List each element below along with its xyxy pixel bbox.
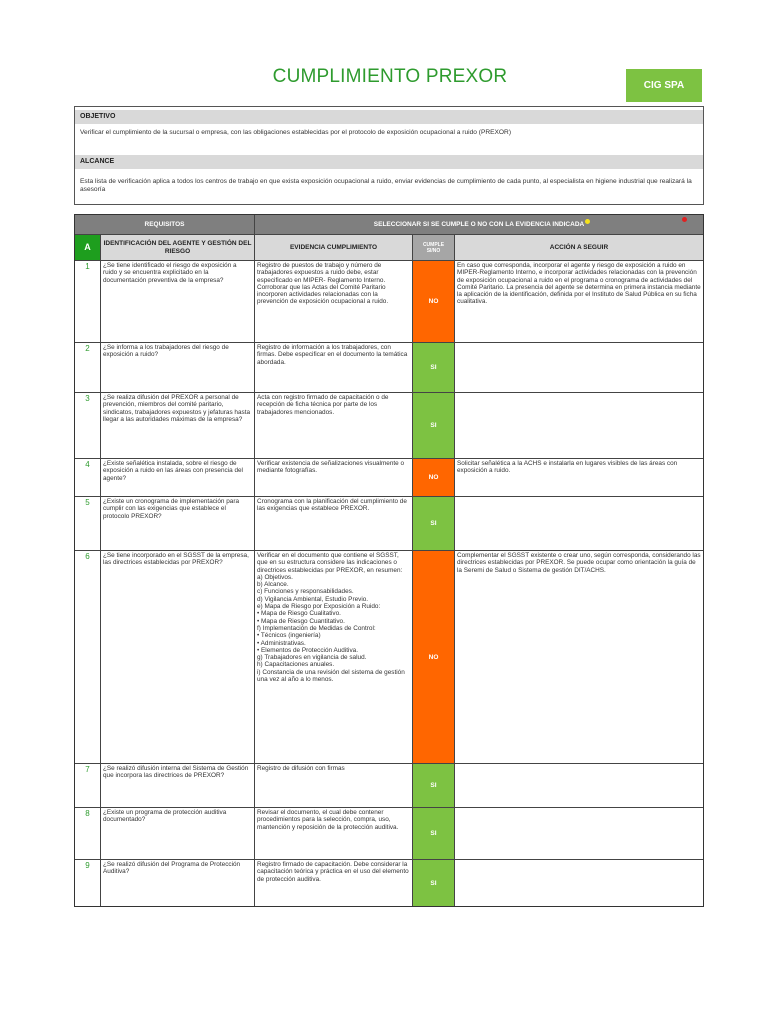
- cumple-no-cell[interactable]: NO: [413, 551, 455, 763]
- evidencia-text: Registro de información a los trabajadores, con firmas. Debe especificar en el documento la temática abordada.: [255, 343, 413, 392]
- requisito-text: ¿Existe un programa de protección auditiva documentado?: [101, 808, 255, 859]
- requisitos-header: REQUISITOS: [75, 215, 255, 235]
- cumple-si-cell[interactable]: SI: [413, 393, 455, 458]
- objetivo-label: OBJETIVO: [75, 110, 703, 124]
- evidencia-text: Revisar el documento, el cual debe contener procedimientos para la selección, compra, uso, mantención y reposición de la protección auditiva.: [255, 808, 413, 859]
- col-cumple-header: CUMPLE SI/NO: [413, 235, 455, 261]
- info-box: [74, 106, 704, 205]
- table-row: [75, 808, 703, 860]
- table-row: [75, 497, 703, 551]
- yellow-dot-icon: [585, 219, 590, 224]
- cumple-si-cell[interactable]: SI: [413, 764, 455, 807]
- row-number: 9: [75, 860, 101, 906]
- evidencia-text: Registro de puestos de trabajo y número de trabajadores expuestos a ruido debe, estar especificado en MIPER- Reglamento Interno. Corroborar que las Actas del Comité Paritario incorporen actividades relacionadas con la prevención de exposición ocupacional a ruido.: [255, 261, 413, 342]
- evidencia-text: Cronograma con la planificación del cumplimiento de las exigencias que establece PREXOR.: [255, 497, 413, 550]
- row-number: 3: [75, 393, 101, 458]
- requisito-text: ¿Existe un cronograma de implementación para cumplir con las exigencias que establece el protocolo PREXOR?: [101, 497, 255, 550]
- alcance-text: Esta lista de verificación aplica a todos los centros de trabajo en que exista exposición ocupacional a ruido, enviar evidencias de cumplimiento de cada punto, al especialista en higiene industrial que realizará la asesoría: [80, 178, 692, 194]
- requisito-text: ¿Existe señalética instalada, sobre el riesgo de exposición a ruido en las áreas con presencia del agente?: [101, 459, 255, 496]
- alcance-label: ALCANCE: [75, 155, 703, 169]
- col-evidencia-header: EVIDENCIA CUMPLIMIENTO: [255, 235, 413, 261]
- accion-text: [455, 343, 703, 392]
- row-number: 1: [75, 261, 101, 342]
- accion-text: [455, 860, 703, 906]
- table-row: [75, 459, 703, 497]
- seleccionar-header: SELECCIONAR SI SE CUMPLE O NO CON LA EVIDENCIA INDICADA: [255, 215, 703, 235]
- accion-text: [455, 764, 703, 807]
- evidencia-text: Registro firmado de capacitación. Debe considerar la capacitación teórica y práctica en el uso del elemento de protección auditiva.: [255, 860, 413, 906]
- requisito-text: ¿Se realizó difusión del Programa de Protección Auditiva?: [101, 860, 255, 906]
- accion-text: [455, 393, 703, 458]
- table-row: [75, 261, 703, 343]
- row-number: 4: [75, 459, 101, 496]
- evidencia-text: Verificar existencia de señalizaciones visualmente o mediante fotografías.: [255, 459, 413, 496]
- requisito-text: ¿Se realiza difusión del PREXOR a personal de prevención, miembros del comité paritario, sindicatos, trabajadores expuestos y jefaturas hasta llegar a las autoridades máximas de la empresa?: [101, 393, 255, 458]
- row-number: 8: [75, 808, 101, 859]
- col-identificacion-header: IDENTIFICACIÓN DEL AGENTE Y GESTIÓN DEL RIESGO: [101, 235, 255, 261]
- table-row: [75, 860, 703, 906]
- table-row: [75, 343, 703, 393]
- cumple-si-cell[interactable]: SI: [413, 497, 455, 550]
- evidencia-text: Registro de difusión con firmas: [255, 764, 413, 807]
- row-number: 6: [75, 551, 101, 763]
- objetivo-text: Verificar el cumplimiento de la sucursal o empresa, con las obligaciones establecidas por el protocolo de exposición ocupacional a ruido (PREXOR): [80, 129, 512, 136]
- cumple-si-cell[interactable]: SI: [413, 808, 455, 859]
- cumple-no-cell[interactable]: NO: [413, 459, 455, 496]
- accion-text: Solicitar señalética a la ACHS e instalarla en lugares visibles de las áreas con exposición a ruido.: [457, 460, 678, 475]
- evidencia-text: Verificar en el documento que contiene el SGSST, que en su estructura considere las indicaciones o directrices establecidas por PREXOR, en resumen: a) Objetivos. b) Alcance. c) Funciones y responsabilidades. d) Vigilancia Ambiental, Estudio Previo. e) Mapa de Riesgo por Exposición a Ruido: • Mapa de Riesgo Cualitativo. • Mapa de Riesgo Cuantitativo. f) Implementación de Medidas de Control: • Técnicos (ingeniería) • Administrativas. • Elementos de Protección Auditiva. g) Trabajadores en vigilancia de salud. h) Capacitaciones anuales. i) Constancia de una revisión del sistema de gestión una vez al año a lo menos.: [255, 551, 413, 763]
- table-row: [75, 393, 703, 459]
- company-badge: CIG SPA: [626, 69, 702, 102]
- col-accion-header: ACCIÓN A SEGUIR: [455, 235, 703, 261]
- accion-text: Complementar el SGSST existente o crear uno, según corresponda, considerando las directrices establecidas por PREXOR. Se puede ocupar como orientación la guía de la Seremi de Salud o Sistema de gestión DIT/ACHS.: [457, 552, 701, 574]
- col-a-header: A: [75, 235, 101, 261]
- accion-text: [455, 497, 703, 550]
- cumple-no-cell[interactable]: NO: [413, 261, 455, 342]
- cumple-si-cell[interactable]: SI: [413, 860, 455, 906]
- requisito-text: ¿Se tiene identificado el riesgo de exposición a ruido y se encuentra explicitado en la documentación preventiva de la empresa?: [101, 261, 255, 342]
- accion-text: En caso que corresponda, incorporar el agente y riesgo de exposición a ruido en MIPER-Reglamento Interno, e incorporar actividades relacionadas con la prevención de exposición ocupacional a ruido en el programa o cronograma de actividades del Comité Paritario. La presencia del agente se determina en primera instancia mediante la aplicación de la identificación, definida por el Instituto de Salud Pública en su ficha cualitativa.: [457, 262, 701, 306]
- table-row: [75, 551, 703, 764]
- red-dot-icon: [682, 217, 687, 222]
- row-number: 7: [75, 764, 101, 807]
- row-number: 5: [75, 497, 101, 550]
- row-number: 2: [75, 343, 101, 392]
- requisito-text: ¿Se tiene incorporado en el SGSST de la empresa, las directrices establecidas por PREXOR?: [101, 551, 255, 763]
- checklist-table: [74, 214, 704, 907]
- requisito-text: ¿Se realizó difusión interna del Sistema de Gestión que incorpora las directrices de PREXOR?: [101, 764, 255, 807]
- page-title: CUMPLIMIENTO PREXOR: [272, 66, 508, 87]
- requisito-text: ¿Se informa a los trabajadores del riesgo de exposición a ruido?: [101, 343, 255, 392]
- accion-text: [455, 808, 703, 859]
- cumple-si-cell[interactable]: SI: [413, 343, 455, 392]
- evidencia-text: Acta con registro firmado de capacitación o de recepción de ficha técnica por parte de los trabajadores mencionados.: [255, 393, 413, 458]
- table-row: [75, 764, 703, 808]
